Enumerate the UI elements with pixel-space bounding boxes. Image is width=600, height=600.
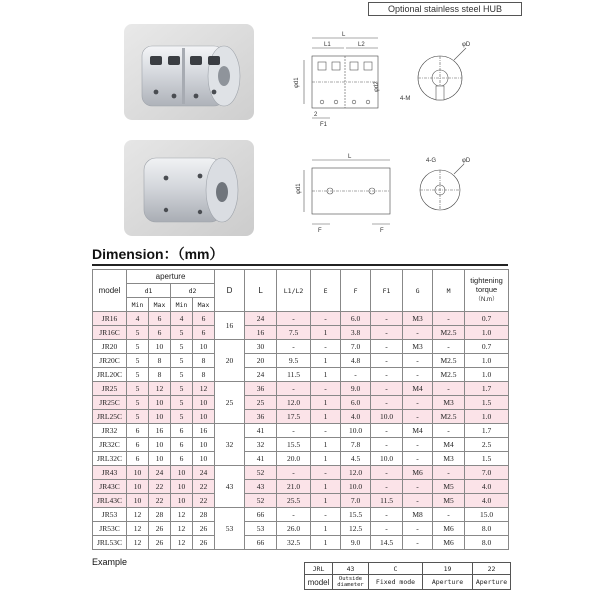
cell-E: - (311, 466, 341, 480)
cell-L1L2: 9.5 (277, 354, 311, 368)
cell-F: 6.0 (341, 396, 371, 410)
cell-M: M2.5 (433, 326, 465, 340)
cell-L: 16 (245, 326, 277, 340)
cell-L: 24 (245, 368, 277, 382)
cell-d1-min: 12 (127, 508, 149, 522)
dim-phi-d2: φd2 (374, 81, 380, 92)
cell-d2-max: 28 (193, 508, 215, 522)
cell-d1-min: 10 (127, 494, 149, 508)
col-d1: d1 (127, 284, 171, 298)
cell-F1: - (371, 480, 403, 494)
example-table (304, 562, 511, 590)
cell-d1-min: 5 (127, 396, 149, 410)
cell-d1-min: 5 (127, 326, 149, 340)
cell-L1L2: 11.5 (277, 368, 311, 382)
cell-d1-min: 5 (127, 410, 149, 424)
cell-M: M5 (433, 480, 465, 494)
cell-L: 36 (245, 410, 277, 424)
cell-d2-min: 5 (171, 382, 193, 396)
cell-L: 41 (245, 452, 277, 466)
cell-F1: - (371, 466, 403, 480)
table-row (93, 452, 509, 466)
example-code-mode: C (369, 563, 423, 575)
cell-torque: 8.0 (465, 536, 509, 550)
cell-F1: - (371, 522, 403, 536)
cell-G: - (403, 536, 433, 550)
table-row (93, 340, 509, 354)
cell-model: JRL20C (93, 368, 127, 382)
cell-F1: - (371, 354, 403, 368)
cell-d1-min: 12 (127, 522, 149, 536)
cell-d2-min: 6 (171, 452, 193, 466)
table-row (93, 522, 509, 536)
cell-d1-max: 26 (149, 536, 171, 550)
cell-d2-min: 10 (171, 480, 193, 494)
cell-F: 6.0 (341, 312, 371, 326)
example-label: Example (92, 557, 128, 567)
col-aperture: aperture (127, 270, 215, 284)
cell-F1: - (371, 312, 403, 326)
cell-D: 53 (215, 508, 245, 550)
cell-d1-min: 6 (127, 452, 149, 466)
cell-torque: 1.7 (465, 382, 509, 396)
cell-G: - (403, 452, 433, 466)
setscrew-coupling-drawing (290, 148, 490, 238)
cell-d1-max: 28 (149, 508, 171, 522)
cell-d2-min: 5 (171, 368, 193, 382)
cell-torque: 1.0 (465, 326, 509, 340)
cell-d1-min: 6 (127, 438, 149, 452)
clamp-coupling-photo (124, 24, 254, 120)
dimension-table (92, 269, 509, 550)
cell-L: 41 (245, 424, 277, 438)
cell-F: 10.0 (341, 424, 371, 438)
dim2-G: 4-G (426, 158, 437, 164)
cell-L1L2: 25.5 (277, 494, 311, 508)
cell-G: - (403, 494, 433, 508)
cell-F: 3.8 (341, 326, 371, 340)
cell-d2-min: 5 (171, 410, 193, 424)
cell-D: 16 (215, 312, 245, 340)
cell-model: JR20 (93, 340, 127, 354)
cell-L1L2: 12.0 (277, 396, 311, 410)
dim2-F-right: F (380, 228, 384, 234)
cell-torque: 4.0 (465, 494, 509, 508)
cell-E: 1 (311, 452, 341, 466)
torque-unit: （N.m） (475, 297, 499, 303)
cell-model: JR20C (93, 354, 127, 368)
cell-G: M3 (403, 340, 433, 354)
cell-d1-max: 6 (149, 326, 171, 340)
cell-G: - (403, 326, 433, 340)
cell-F: 15.5 (341, 508, 371, 522)
col-L1L2: L1/L2 (277, 270, 311, 312)
example-desc-mode: Fixed mode (369, 575, 423, 590)
cell-G: M4 (403, 382, 433, 396)
table-row (93, 466, 509, 480)
cell-d1-min: 4 (127, 312, 149, 326)
cell-model: JR32C (93, 438, 127, 452)
cell-E: 1 (311, 438, 341, 452)
dim-L1: L1 (324, 42, 331, 48)
cell-L: 52 (245, 466, 277, 480)
cell-E: - (311, 424, 341, 438)
cell-d2-min: 12 (171, 536, 193, 550)
cell-D: 20 (215, 340, 245, 382)
cell-torque: 8.0 (465, 522, 509, 536)
table-row (93, 536, 509, 550)
cell-d1-max: 16 (149, 424, 171, 438)
title-rule (92, 264, 508, 266)
cell-E: - (311, 312, 341, 326)
cell-L: 52 (245, 494, 277, 508)
cell-torque: 1.5 (465, 452, 509, 466)
cell-model: JR16 (93, 312, 127, 326)
cell-G: - (403, 410, 433, 424)
cell-F1: 10.0 (371, 452, 403, 466)
cell-d2-max: 10 (193, 438, 215, 452)
cell-L: 53 (245, 522, 277, 536)
cell-d1-max: 10 (149, 340, 171, 354)
cell-E: - (311, 382, 341, 396)
cell-F1: - (371, 396, 403, 410)
cell-d2-max: 16 (193, 424, 215, 438)
table-row (93, 354, 509, 368)
cell-F: - (341, 368, 371, 382)
cell-M: M2.5 (433, 410, 465, 424)
cell-L: 66 (245, 536, 277, 550)
example-desc-aperture2: Aperture (473, 575, 511, 590)
cell-d1-min: 6 (127, 424, 149, 438)
col-torque (465, 270, 509, 312)
dim-M: 4-M (400, 96, 411, 102)
cell-d2-min: 4 (171, 312, 193, 326)
col-E: E (311, 270, 341, 312)
dim-L2: L2 (358, 42, 365, 48)
cell-d2-max: 10 (193, 396, 215, 410)
cell-d2-min: 5 (171, 326, 193, 340)
cell-L1L2: 20.0 (277, 452, 311, 466)
setscrew-coupling-photo (124, 140, 254, 236)
cell-torque: 1.5 (465, 396, 509, 410)
cell-F: 4.0 (341, 410, 371, 424)
cell-torque: 0.7 (465, 340, 509, 354)
cell-d2-max: 10 (193, 452, 215, 466)
cell-M: M6 (433, 536, 465, 550)
example-desc-diameter: Outside diameter (333, 575, 369, 590)
cell-torque: 15.0 (465, 508, 509, 522)
cell-d1-max: 12 (149, 382, 171, 396)
cell-M: M4 (433, 438, 465, 452)
cell-M: M3 (433, 396, 465, 410)
cell-M: - (433, 340, 465, 354)
cell-M: - (433, 466, 465, 480)
cell-torque: 4.0 (465, 480, 509, 494)
table-row (93, 368, 509, 382)
cell-L1L2: - (277, 508, 311, 522)
cell-d2-min: 6 (171, 424, 193, 438)
cell-F: 12.5 (341, 522, 371, 536)
example-code-aperture1: 19 (423, 563, 473, 575)
cell-L: 20 (245, 354, 277, 368)
cell-M: - (433, 312, 465, 326)
table-row (93, 410, 509, 424)
cell-F1: - (371, 438, 403, 452)
cell-model: JR25C (93, 396, 127, 410)
cell-G: M3 (403, 312, 433, 326)
dim2-phi-d1: φd1 (296, 183, 302, 194)
cell-G: - (403, 438, 433, 452)
col-G: G (403, 270, 433, 312)
cell-d1-max: 8 (149, 368, 171, 382)
cell-E: 1 (311, 326, 341, 340)
col-model: model (93, 270, 127, 312)
cell-L1L2: - (277, 340, 311, 354)
cell-G: M8 (403, 508, 433, 522)
table-row (93, 396, 509, 410)
cell-L1L2: 15.5 (277, 438, 311, 452)
cell-G: - (403, 522, 433, 536)
cell-E: 1 (311, 480, 341, 494)
col-L: L (245, 270, 277, 312)
col-D: D (215, 270, 245, 312)
cell-d2-min: 12 (171, 522, 193, 536)
cell-d1-min: 5 (127, 368, 149, 382)
cell-F1: 11.5 (371, 494, 403, 508)
cell-E: - (311, 508, 341, 522)
cell-d1-max: 22 (149, 480, 171, 494)
cell-G: M6 (403, 466, 433, 480)
cell-L: 32 (245, 438, 277, 452)
cell-F: 9.0 (341, 382, 371, 396)
cell-d2-min: 10 (171, 494, 193, 508)
cell-d1-min: 5 (127, 354, 149, 368)
cell-L: 43 (245, 480, 277, 494)
example-desc-aperture1: Aperture (423, 575, 473, 590)
cell-model: JR53C (93, 522, 127, 536)
example-code-diameter: 43 (333, 563, 369, 575)
cell-d1-max: 6 (149, 312, 171, 326)
cell-d2-min: 10 (171, 466, 193, 480)
cell-L1L2: 26.0 (277, 522, 311, 536)
cell-d1-max: 8 (149, 354, 171, 368)
cell-d2-min: 5 (171, 340, 193, 354)
cell-E: 1 (311, 368, 341, 382)
cell-F1: - (371, 326, 403, 340)
torque-label: tightening torque (470, 276, 503, 294)
cell-D: 32 (215, 424, 245, 466)
cell-E: 1 (311, 410, 341, 424)
dim-L: L (342, 32, 346, 38)
cell-G: - (403, 480, 433, 494)
example-code-series: JRL (305, 563, 333, 575)
cell-d1-max: 26 (149, 522, 171, 536)
cell-F1: - (371, 382, 403, 396)
cell-F1: - (371, 340, 403, 354)
dim2-L: L (348, 154, 352, 160)
cell-d2-max: 26 (193, 536, 215, 550)
example-code-aperture2: 22 (473, 563, 511, 575)
cell-model: JR32 (93, 424, 127, 438)
dim2-phi-D: φD (462, 158, 471, 164)
cell-E: 1 (311, 494, 341, 508)
cell-G: M4 (403, 424, 433, 438)
cell-model: JRL43C (93, 494, 127, 508)
cell-d2-max: 12 (193, 382, 215, 396)
dim2-F-left: F (318, 228, 322, 234)
cell-F1: 14.5 (371, 536, 403, 550)
cell-L1L2: - (277, 424, 311, 438)
cell-D: 25 (215, 382, 245, 424)
cell-L1L2: - (277, 312, 311, 326)
table-row (93, 480, 509, 494)
cell-d1-max: 10 (149, 438, 171, 452)
cell-M: M2.5 (433, 368, 465, 382)
cell-d1-max: 10 (149, 410, 171, 424)
cell-F: 12.0 (341, 466, 371, 480)
cell-d2-max: 22 (193, 494, 215, 508)
cell-L1L2: 17.5 (277, 410, 311, 424)
cell-E: 1 (311, 536, 341, 550)
dim-phi-d1: φd1 (294, 77, 300, 88)
cell-E: 1 (311, 396, 341, 410)
cell-model: JRL32C (93, 452, 127, 466)
col-d1-min: Min (127, 298, 149, 312)
table-row (93, 494, 509, 508)
cell-M: - (433, 424, 465, 438)
col-d2-max: Max (193, 298, 215, 312)
cell-model: JR53 (93, 508, 127, 522)
col-d1-max: Max (149, 298, 171, 312)
cell-d2-max: 8 (193, 354, 215, 368)
cell-L1L2: - (277, 466, 311, 480)
cell-F: 7.0 (341, 340, 371, 354)
optional-hub-label: Optional stainless steel HUB (368, 2, 522, 16)
dim-F1: F1 (320, 122, 328, 128)
cell-G: - (403, 354, 433, 368)
cell-d1-max: 10 (149, 452, 171, 466)
cell-d2-max: 10 (193, 340, 215, 354)
cell-F: 4.8 (341, 354, 371, 368)
cell-d2-max: 6 (193, 326, 215, 340)
cell-d2-max: 22 (193, 480, 215, 494)
cell-d2-min: 12 (171, 508, 193, 522)
dim-phi-D: φD (462, 42, 471, 48)
cell-torque: 0.7 (465, 312, 509, 326)
cell-model: JR16C (93, 326, 127, 340)
cell-d2-max: 8 (193, 368, 215, 382)
cell-D: 43 (215, 466, 245, 508)
cell-F1: - (371, 508, 403, 522)
col-M: M (433, 270, 465, 312)
cell-F1: 10.0 (371, 410, 403, 424)
cell-L: 30 (245, 340, 277, 354)
cell-E: 1 (311, 354, 341, 368)
cell-d2-max: 26 (193, 522, 215, 536)
dim-two: 2 (314, 112, 318, 118)
cell-M: M2.5 (433, 354, 465, 368)
cell-L: 66 (245, 508, 277, 522)
cell-d1-min: 10 (127, 466, 149, 480)
cell-d2-max: 10 (193, 410, 215, 424)
cell-d1-min: 5 (127, 340, 149, 354)
cell-F1: - (371, 368, 403, 382)
table-row (93, 326, 509, 340)
cell-M: M5 (433, 494, 465, 508)
cell-d1-max: 24 (149, 466, 171, 480)
cell-d2-min: 6 (171, 438, 193, 452)
cell-model: JRL53C (93, 536, 127, 550)
cell-d1-min: 5 (127, 382, 149, 396)
cell-d2-max: 6 (193, 312, 215, 326)
cell-L: 36 (245, 382, 277, 396)
cell-M: M6 (433, 522, 465, 536)
example-desc-model: model (305, 575, 333, 590)
cell-F: 10.0 (341, 480, 371, 494)
table-row (93, 382, 509, 396)
cell-torque: 1.7 (465, 424, 509, 438)
cell-E: 1 (311, 522, 341, 536)
cell-torque: 2.5 (465, 438, 509, 452)
cell-M: - (433, 382, 465, 396)
table-row (93, 424, 509, 438)
cell-d2-min: 5 (171, 396, 193, 410)
cell-G: - (403, 396, 433, 410)
cell-torque: 1.0 (465, 354, 509, 368)
cell-F1: - (371, 424, 403, 438)
cell-L1L2: 32.5 (277, 536, 311, 550)
cell-model: JRL25C (93, 410, 127, 424)
cell-L1L2: 21.0 (277, 480, 311, 494)
cell-torque: 1.0 (465, 368, 509, 382)
cell-E: - (311, 340, 341, 354)
cell-M: - (433, 508, 465, 522)
cell-L: 24 (245, 312, 277, 326)
table-row (93, 508, 509, 522)
cell-G: - (403, 368, 433, 382)
cell-d1-min: 12 (127, 536, 149, 550)
cell-L1L2: 7.5 (277, 326, 311, 340)
cell-torque: 7.0 (465, 466, 509, 480)
cell-F: 7.8 (341, 438, 371, 452)
cell-d2-max: 24 (193, 466, 215, 480)
col-d2: d2 (171, 284, 215, 298)
cell-F: 9.0 (341, 536, 371, 550)
cell-L: 25 (245, 396, 277, 410)
col-F1: F1 (371, 270, 403, 312)
cell-d2-min: 5 (171, 354, 193, 368)
col-d2-min: Min (171, 298, 193, 312)
cell-F: 4.5 (341, 452, 371, 466)
cell-model: JR25 (93, 382, 127, 396)
cell-d1-min: 10 (127, 480, 149, 494)
cell-L1L2: - (277, 382, 311, 396)
cell-d1-max: 10 (149, 396, 171, 410)
cell-model: JR43 (93, 466, 127, 480)
cell-torque: 1.0 (465, 410, 509, 424)
cell-d1-max: 22 (149, 494, 171, 508)
cell-model: JR43C (93, 480, 127, 494)
col-F: F (341, 270, 371, 312)
table-row (93, 438, 509, 452)
cell-M: M3 (433, 452, 465, 466)
cell-F: 7.0 (341, 494, 371, 508)
dimension-title: Dimension：（mm） (92, 246, 224, 262)
clamp-coupling-drawing (290, 26, 490, 130)
table-row (93, 312, 509, 326)
